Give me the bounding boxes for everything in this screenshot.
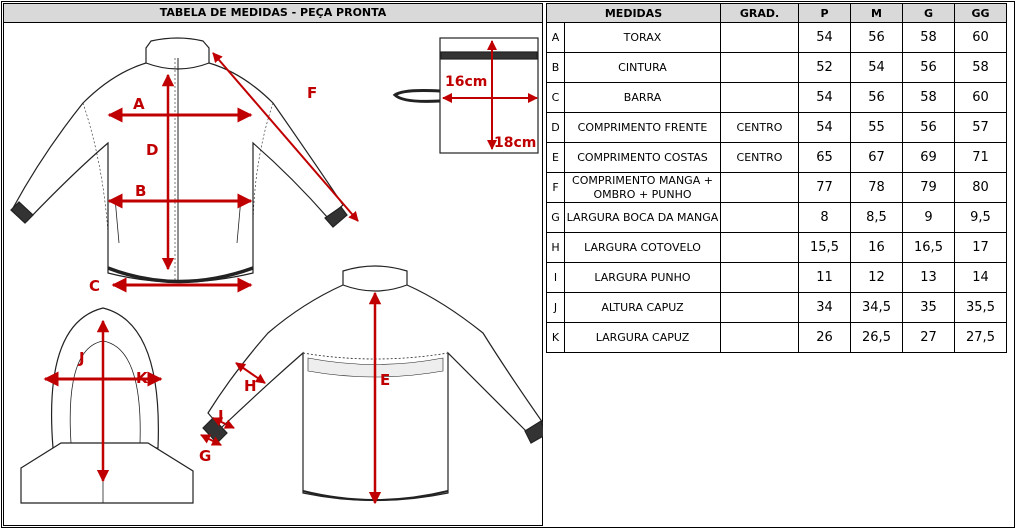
row-value-g: 56: [903, 113, 955, 143]
row-measure-name: LARGURA PUNHO: [565, 263, 721, 293]
table-row: [547, 83, 1007, 113]
row-measure-name: COMPRIMENTO MANGA + OMBRO + PUNHO: [565, 173, 721, 203]
row-grad: [721, 173, 799, 203]
row-value-gg: 60: [955, 23, 1007, 53]
row-letter: A: [547, 23, 565, 53]
row-grad: [721, 263, 799, 293]
drawing-title: TABELA DE MEDIDAS - PEÇA PRONTA: [4, 4, 542, 23]
row-grad: [721, 323, 799, 353]
row-measure-name: LARGURA BOCA DA MANGA: [565, 203, 721, 233]
label-F: F: [307, 84, 318, 102]
row-value-gg: 14: [955, 263, 1007, 293]
row-measure-name: ALTURA CAPUZ: [565, 293, 721, 323]
label-pocket-height: 18cm: [494, 135, 537, 151]
row-value-m: 67: [851, 143, 903, 173]
label-E: E: [380, 371, 391, 389]
row-measure-name: BARRA: [565, 83, 721, 113]
row-value-m: 16: [851, 233, 903, 263]
measurement-table: [546, 3, 1007, 353]
row-measure-name: COMPRIMENTO FRENTE: [565, 113, 721, 143]
table-row: [547, 23, 1007, 53]
hood: [21, 308, 193, 503]
row-value-g: 56: [903, 53, 955, 83]
label-C: C: [89, 277, 101, 295]
row-value-g: 35: [903, 293, 955, 323]
row-value-p: 54: [799, 23, 851, 53]
row-value-g: 16,5: [903, 233, 955, 263]
header-size-m: M: [851, 4, 903, 23]
row-value-p: 54: [799, 83, 851, 113]
row-value-g: 79: [903, 173, 955, 203]
row-value-gg: 80: [955, 173, 1007, 203]
row-value-m: 54: [851, 53, 903, 83]
row-measure-name: LARGURA CAPUZ: [565, 323, 721, 353]
header-grad: GRAD.: [721, 4, 799, 23]
row-value-g: 13: [903, 263, 955, 293]
row-letter: D: [547, 113, 565, 143]
row-value-gg: 71: [955, 143, 1007, 173]
label-I: I: [218, 407, 224, 425]
row-value-p: 54: [799, 113, 851, 143]
table-row: [547, 203, 1007, 233]
row-value-m: 56: [851, 83, 903, 113]
row-letter: I: [547, 263, 565, 293]
label-B: B: [135, 182, 147, 200]
row-letter: B: [547, 53, 565, 83]
row-value-m: 55: [851, 113, 903, 143]
row-value-gg: 57: [955, 113, 1007, 143]
row-value-m: 78: [851, 173, 903, 203]
row-measure-name: CINTURA: [565, 53, 721, 83]
row-grad: [721, 293, 799, 323]
row-grad: [721, 53, 799, 83]
table-row: [547, 233, 1007, 263]
row-letter: E: [547, 143, 565, 173]
table-row: [547, 263, 1007, 293]
row-value-p: 26: [799, 323, 851, 353]
row-value-m: 26,5: [851, 323, 903, 353]
table-row: [547, 53, 1007, 83]
row-value-gg: 9,5: [955, 203, 1007, 233]
row-measure-name: TORAX: [565, 23, 721, 53]
jacket-technical-drawing: [3, 3, 543, 526]
row-value-m: 56: [851, 23, 903, 53]
row-value-gg: 58: [955, 53, 1007, 83]
row-grad: [721, 83, 799, 113]
row-value-p: 11: [799, 263, 851, 293]
pocket-strap: [395, 91, 440, 102]
row-value-gg: 35,5: [955, 293, 1007, 323]
table-header-row: [547, 4, 1007, 23]
label-pocket-width: 16cm: [445, 74, 488, 90]
row-value-m: 12: [851, 263, 903, 293]
row-value-m: 8,5: [851, 203, 903, 233]
row-value-g: 58: [903, 83, 955, 113]
header-size-gg: GG: [955, 4, 1007, 23]
table-row: [547, 323, 1007, 353]
row-letter: K: [547, 323, 565, 353]
front-jacket: [11, 38, 347, 282]
row-value-g: 69: [903, 143, 955, 173]
row-value-gg: 27,5: [955, 323, 1007, 353]
table-row: [547, 293, 1007, 323]
row-value-m: 34,5: [851, 293, 903, 323]
row-letter: C: [547, 83, 565, 113]
table-row: [547, 143, 1007, 173]
row-grad: CENTRO: [721, 113, 799, 143]
row-grad: [721, 23, 799, 53]
row-value-gg: 17: [955, 233, 1007, 263]
row-value-p: 15,5: [799, 233, 851, 263]
row-measure-name: COMPRIMENTO COSTAS: [565, 143, 721, 173]
row-value-g: 27: [903, 323, 955, 353]
row-value-p: 34: [799, 293, 851, 323]
label-H: H: [244, 377, 257, 395]
header-size-p: P: [799, 4, 851, 23]
row-value-p: 8: [799, 203, 851, 233]
row-letter: F: [547, 173, 565, 203]
label-A: A: [133, 95, 145, 113]
row-grad: [721, 233, 799, 263]
row-value-p: 77: [799, 173, 851, 203]
row-value-p: 52: [799, 53, 851, 83]
label-J: J: [79, 349, 85, 367]
row-grad: CENTRO: [721, 143, 799, 173]
label-G: G: [199, 447, 212, 465]
table-row: [547, 173, 1007, 203]
row-value-g: 58: [903, 23, 955, 53]
row-measure-name: LARGURA COTOVELO: [565, 233, 721, 263]
label-D: D: [146, 141, 159, 159]
label-K: K: [136, 369, 148, 387]
row-letter: H: [547, 233, 565, 263]
table-body: [547, 23, 1007, 353]
header-size-g: G: [903, 4, 955, 23]
row-value-g: 9: [903, 203, 955, 233]
header-medidas: MEDIDAS: [547, 4, 721, 23]
row-letter: G: [547, 203, 565, 233]
row-grad: [721, 203, 799, 233]
hood-shoulders: [21, 443, 193, 503]
row-value-p: 65: [799, 143, 851, 173]
row-letter: J: [547, 293, 565, 323]
row-value-gg: 60: [955, 83, 1007, 113]
table-row: [547, 113, 1007, 143]
